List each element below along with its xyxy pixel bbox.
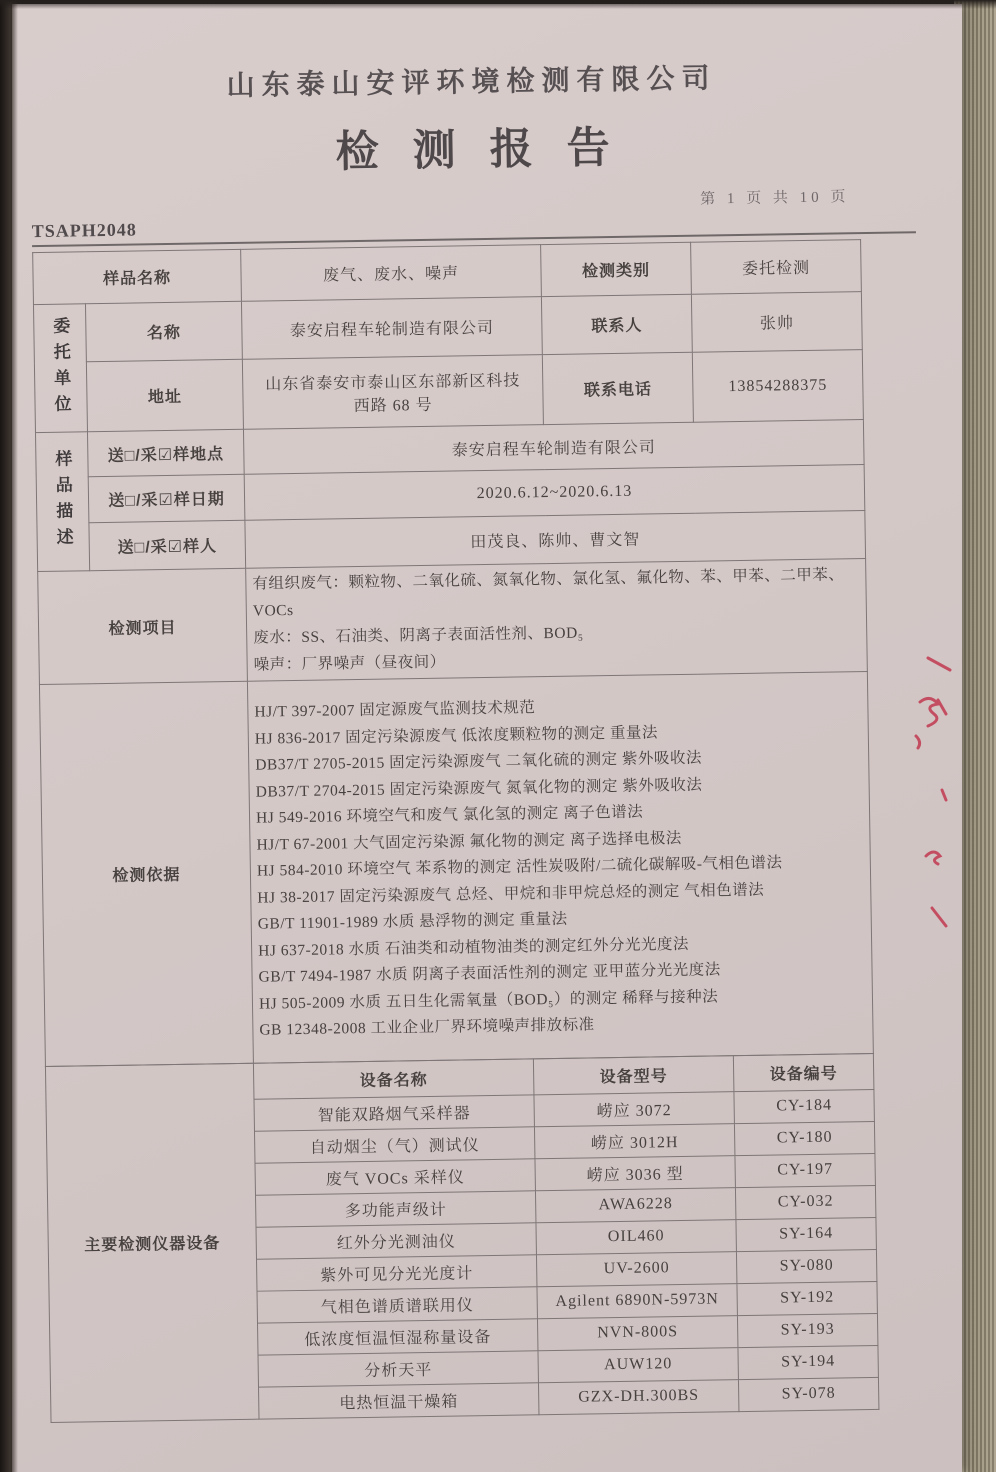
standard-line: HJ 637-2018 水质 石油类和动植物油类的测定红外分光光度法	[258, 935, 690, 960]
standard-line: HJ/T 67-2001 大气固定污染源 氟化物的测定 离子选择电极法	[256, 829, 682, 854]
photo-left-shadow	[0, 0, 18, 1472]
sample-group-cell	[35, 432, 89, 572]
equipment-name: 电热恒温干燥箱	[259, 1382, 539, 1418]
client-name-value: 泰安启程车轮制造有限公司	[241, 297, 542, 360]
photo-top-shadow	[0, 0, 996, 9]
phone-label: 联系电话	[542, 352, 693, 424]
report-page	[12, 4, 962, 1472]
equipment-model: 崂应 3012H	[534, 1123, 734, 1158]
address-value: 山东省泰安市泰山区东部新区科技西路 68 号	[242, 355, 543, 430]
standard-line: GB/T 11901-1989 水质 悬浮物的测定 重量法	[257, 911, 568, 933]
test-type-label: 检测类别	[541, 242, 692, 296]
equipment-name: 气相色谱质谱联用仪	[257, 1286, 537, 1322]
equipment-name: 低浓度恒温恒湿称量设备	[258, 1318, 538, 1354]
test-basis-label: 检测依据	[39, 681, 253, 1066]
table-row	[38, 559, 868, 685]
equipment-name: 多功能声级计	[255, 1190, 535, 1226]
sampler-value: 田茂良、陈帅、曹文智	[245, 511, 866, 569]
sampling-date-value: 2020.6.12~2020.6.13	[244, 465, 865, 521]
equipment-name: 废气 VOCs 采样仪	[255, 1158, 535, 1194]
equipment-table	[45, 1052, 880, 1422]
equipment-model: 崂应 3072	[534, 1091, 734, 1126]
equipment-model: AUW120	[538, 1347, 738, 1382]
info-table	[32, 239, 874, 1067]
equipment-model: UV-2600	[536, 1251, 736, 1286]
phone-value: 13854288375	[692, 350, 863, 423]
page-number: 第 1 页 共 10 页	[700, 189, 850, 208]
sampling-location-label: 送□/采☑样地点	[87, 429, 244, 476]
equipment-group-label: 主要检测仪器设备	[45, 1063, 259, 1422]
contact-label: 联系人	[541, 294, 692, 354]
equipment-code: CY-180	[734, 1121, 874, 1155]
test-items-cell	[246, 559, 868, 682]
equipment-code: SY-194	[738, 1345, 878, 1379]
standard-line: GB 12348-2008 工业企业厂界环境噪声排放标准	[259, 1016, 595, 1039]
equipment-name: 分析天平	[258, 1350, 538, 1386]
sampling-location-value: 泰安启程车轮制造有限公司	[243, 420, 864, 475]
equipment-name: 自动烟尘（气）测试仪	[254, 1126, 534, 1162]
sample-name-value: 废气、废水、噪声	[241, 245, 542, 302]
standard-line: DB37/T 2704-2015 固定污染源废气 氮氧化物的测定 紫外吸收法	[255, 776, 703, 801]
standard-line: HJ 549-2016 环境空气和废气 氯化氢的测定 离子色谱法	[255, 803, 644, 827]
equipment-model: 崂应 3036 型	[535, 1155, 735, 1190]
equipment-model: Agilent 6890N-5973N	[537, 1283, 737, 1318]
sample-group-label: 样品描述	[52, 449, 73, 554]
sampling-date-label: 送□/采☑样日期	[88, 474, 245, 522]
equipment-name: 智能双路烟气采样器	[254, 1094, 534, 1130]
equipment-code: CY-197	[735, 1153, 875, 1187]
address-label: 地址	[86, 359, 243, 431]
sample-name-label: 样品名称	[33, 249, 242, 304]
equipment-name: 紫外可见分光光度计	[256, 1254, 536, 1290]
standard-line: HJ 38-2017 固定污染源废气 总烃、甲烷和非甲烷总烃的测定 气相色谱法	[257, 881, 765, 907]
equipment-code: SY-193	[737, 1313, 877, 1347]
table-row	[39, 672, 873, 1067]
test-type-value: 委托检测	[691, 240, 862, 295]
equipment-model: NVN-800S	[537, 1315, 737, 1350]
test-item-line: 有组织废气：颗粒物、二氧化硫、氮氧化物、氯化氢、氟化物、苯、甲苯、二甲苯、VOCs	[252, 566, 845, 620]
equipment-model: GZX-DH.300BS	[538, 1379, 738, 1414]
test-item-line: 噪声：厂界噪声（昼夜间）	[253, 653, 446, 674]
equipment-name-header: 设备名称	[253, 1058, 534, 1098]
standard-line: GB/T 7494-1987 水质 阴离子表面活性剂的测定 亚甲蓝分光光度法	[258, 961, 721, 986]
equipment-code: CY-032	[735, 1185, 875, 1219]
equipment-code: SY-080	[736, 1249, 876, 1283]
test-items-label: 检测项目	[38, 568, 248, 684]
client-group-label: 委托单位	[50, 316, 71, 421]
equipment-code: SY-078	[738, 1377, 878, 1411]
sampler-label: 送□/采☑样人	[89, 520, 246, 570]
equipment-model-header: 设备型号	[533, 1055, 734, 1094]
table-row	[34, 350, 863, 433]
equipment-code: CY-184	[734, 1089, 874, 1123]
test-item-line: 废水：SS、石油类、阴离子表面活性剂、BOD₅	[253, 624, 584, 647]
equipment-code: SY-192	[737, 1281, 877, 1315]
equipment-code-header: 设备编号	[733, 1053, 874, 1091]
equipment-code: SY-164	[736, 1217, 876, 1251]
company-name: 山东泰山安评环境检测有限公司	[226, 63, 717, 103]
test-basis-cell	[247, 672, 873, 1064]
standard-line: HJ/T 397-2007 固定源废气监测技术规范	[254, 699, 536, 721]
standard-line: HJ 836-2017 固定污染源废气 低浓度颗粒物的测定 重量法	[254, 724, 659, 748]
standard-line: DB37/T 2705-2015 固定污染源废气 二氧化硫的测定 紫外吸收法	[255, 749, 703, 774]
standard-line: HJ 584-2010 环境空气 苯系物的测定 活性炭吸附/二硫化碳解吸-气相色谱法	[256, 854, 783, 880]
client-name-label: 名称	[85, 301, 242, 361]
equipment-model: AWA6228	[535, 1187, 735, 1222]
contact-value: 张帅	[691, 292, 862, 353]
report-title: 检测报告	[335, 124, 644, 177]
report-number: TSAPH2048	[31, 219, 137, 242]
equipment-model: OIL460	[536, 1219, 736, 1254]
client-group-cell	[33, 304, 87, 433]
equipment-name: 红外分光测油仪	[256, 1222, 536, 1258]
standard-line: HJ 505-2009 水质 五日生化需氧量（BOD₅）的测定 稀释与接种法	[258, 988, 719, 1013]
